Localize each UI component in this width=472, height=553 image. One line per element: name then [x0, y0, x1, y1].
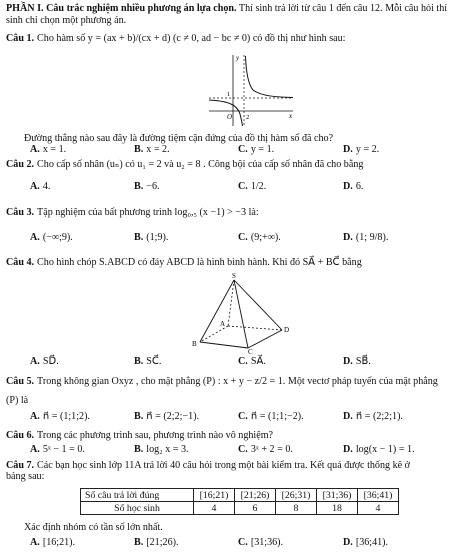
question-3-label: Câu 3.	[6, 207, 35, 218]
vertex-b-label: B	[192, 340, 197, 348]
question-6-option-d[interactable]: D. log(x − 1) = 1.	[343, 444, 415, 455]
table-count-cell: 18	[317, 502, 358, 515]
question-2-option-b[interactable]: B. −6.	[134, 181, 160, 192]
question-1-option-b[interactable]: B. x = 2.	[134, 144, 170, 155]
question-7-text-line-1: Các bạn học sinh lớp 11A trả lời 40 câu hỏi trong một bài kiểm tra. Kết quả được thống kê ở	[37, 460, 410, 471]
question-7-label: Câu 7.	[6, 460, 35, 471]
edge-cd	[248, 330, 282, 348]
question-5-option-a[interactable]: A. n⃗ = (1;1;2).	[30, 411, 90, 422]
question-6-label: Câu 6.	[6, 430, 35, 441]
question-4-option-b[interactable]: B. SC⃗.	[134, 356, 162, 367]
question-4-option-c[interactable]: C. SA⃗.	[238, 356, 266, 367]
question-6-option-a[interactable]: A. 5ˣ − 1 = 0.	[30, 444, 85, 455]
question-3-text: Tập nghiệm của bất phương trình log₀,₅ (x −1) > −3 là:	[37, 207, 259, 218]
table-header-row	[81, 489, 399, 502]
question-1-option-c[interactable]: C. y = 1.	[238, 144, 275, 155]
question-4-option-d[interactable]: D. SB⃗.	[343, 356, 371, 367]
question-3-option-a[interactable]: A. (−∞;9).	[30, 232, 73, 243]
question-1-option-d[interactable]: D. y = 2.	[343, 144, 380, 155]
table-interval-cell: [36;41)	[358, 489, 399, 502]
table-count-cell: 8	[276, 502, 317, 515]
x-axis-label: x	[289, 112, 293, 120]
question-6-stem	[6, 430, 466, 442]
vertex-c-label: C	[248, 348, 253, 354]
question-3-option-b[interactable]: B. (1;9).	[134, 232, 169, 243]
table-count-cell: 4	[358, 502, 399, 515]
question-4-label: Câu 4.	[6, 257, 35, 268]
question-2-stem	[6, 159, 466, 171]
question-5-option-c[interactable]: C. n⃗ = (1;1;−2).	[238, 411, 304, 422]
question-2-option-d[interactable]: D. 6.	[343, 181, 364, 192]
table-interval-cell: [21;26)	[235, 489, 276, 502]
question-5-stem	[6, 376, 466, 388]
question-6-text: Trong các phương trình sau, phương trình nào vô nghiệm?	[37, 430, 274, 441]
question-2-text: Cho cấp số nhân (uₙ) có u₁ = 2 và u₂ = 8 . Công bội của cấp số nhân đã cho bằng	[37, 159, 364, 170]
question-3-option-c[interactable]: C. (9;+∞).	[238, 232, 281, 243]
question-4-stem	[6, 257, 466, 269]
section-instruction-line-2: sinh chỉ chọn một phương án.	[6, 15, 127, 26]
edge-sc	[234, 280, 248, 348]
vertex-a-label: A	[220, 320, 226, 328]
question-5-text-line-1: Trong không gian Oxyz , cho mặt phẳng (P) : x + y − z/2 = 1. Một vectơ pháp tuyến của mặt phẳng	[37, 376, 438, 387]
edge-ad	[228, 326, 282, 330]
y-axis-label: y	[236, 54, 240, 62]
question-7-option-d[interactable]: D. [36;41).	[343, 537, 389, 548]
table-count-row	[81, 502, 399, 515]
question-1-option-a[interactable]: A. x = 1.	[30, 144, 67, 155]
question-1-label: Câu 1.	[6, 33, 35, 44]
question-7-stem	[6, 460, 466, 472]
question-7-option-a[interactable]: A. [16;21).	[30, 537, 76, 548]
question-2-option-a[interactable]: A. 4.	[30, 181, 51, 192]
vertex-s-label: S	[232, 272, 236, 280]
question-1-text: Cho hàm số y = (ax + b)/(cx + d) (c ≠ 0, ad − bc ≠ 0) có đồ thị như hình sau:	[37, 33, 346, 44]
question-7-option-b[interactable]: B. [21;26).	[134, 537, 179, 548]
question-7-option-c[interactable]: C. [31;36).	[238, 537, 284, 548]
edge-sa	[228, 280, 234, 326]
table-count-cell: 6	[235, 502, 276, 515]
section-title: PHẦN I. Câu trắc nghiệm nhiều phương án lựa chọn.	[6, 3, 237, 14]
question-3-stem	[6, 207, 466, 219]
question-5-option-b[interactable]: B. n⃗ = (2;2;−1).	[134, 411, 200, 422]
tick-1-label: 1	[227, 91, 231, 98]
question-5-option-d[interactable]: D. n⃗ = (2;2;1).	[343, 411, 403, 422]
edge-bc	[200, 342, 248, 348]
table-count-cell: 4	[194, 502, 235, 515]
question-3-option-d[interactable]: D. (1; 9/8).	[343, 232, 389, 243]
table-interval-cell: [16;21)	[194, 489, 235, 502]
question-6-option-b[interactable]: B. log₂ x = 3.	[134, 444, 189, 455]
section-header	[6, 3, 466, 15]
edge-sd	[234, 280, 282, 330]
question-2-option-c[interactable]: C. 1/2.	[238, 181, 267, 192]
table-header-label: Số câu trả lời đúng	[81, 489, 194, 502]
table-row-label: Số học sinh	[81, 502, 194, 515]
question-4-option-a[interactable]: A. SD⃗.	[30, 356, 59, 367]
question-1-question: Đường thẳng nào sau đây là đường tiệm cận đứng của đồ thị hàm số đã cho?	[24, 133, 334, 144]
question-4-text: Cho hình chóp S.ABCD có đáy ABCD là hình bình hành. Khi đó SA⃗ + BC⃗ bằng	[37, 257, 362, 268]
question-2-label: Câu 2.	[6, 159, 35, 170]
question-7-text-line-2: bảng sau:	[6, 471, 45, 482]
table-interval-cell: [26;31)	[276, 489, 317, 502]
question-7-question: Xác định nhóm có tần số lớn nhất.	[24, 522, 163, 533]
frequency-table	[80, 488, 399, 515]
question-1-stem	[6, 33, 466, 45]
section-instruction: Thí sinh trả lời từ câu 1 đến câu 12. Mỗi câu hỏi thí	[236, 3, 448, 14]
origin-label: O	[227, 113, 233, 121]
curve-left-branch	[209, 100, 243, 126]
question-5-text-line-2: (P) là	[6, 395, 29, 406]
question-6-option-c[interactable]: C. 3ˣ + 2 = 0.	[238, 444, 293, 455]
question-4-pyramid-figure	[186, 270, 292, 354]
table-interval-cell: [31;36)	[317, 489, 358, 502]
question-5-label: Câu 5.	[6, 376, 35, 387]
vertex-d-label: D	[284, 326, 290, 334]
curve-right-branch	[246, 56, 294, 98]
tick-2-label: 2	[246, 114, 250, 121]
question-1-graph	[205, 52, 297, 128]
